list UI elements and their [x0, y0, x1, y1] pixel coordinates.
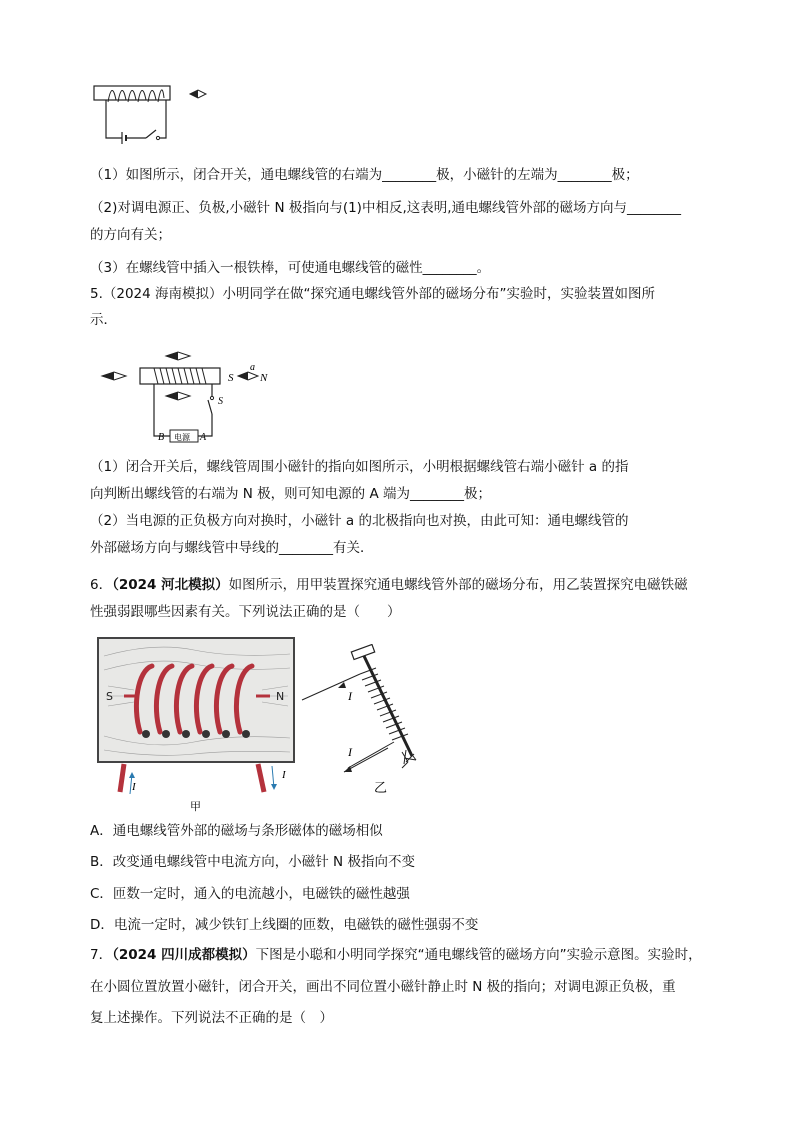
q6-fig-jia-label-s: S [106, 690, 113, 703]
q6-fig-jia-caption: 甲 [190, 800, 201, 813]
q5-solenoid-circuit-figure [96, 342, 296, 448]
q6-text-a: 如图所示，用甲装置探究通电螺线管外部的磁场分布，用乙装置探究电磁铁磁 [228, 577, 688, 593]
q5-part2-line2: 外部磁场方向与螺线管中导线的________有关． [90, 540, 374, 556]
q7-stem-line2: 在小圆位置放置小磁针，闭合开关，画出不同位置小磁针静止时 N 极的指向；对调电源正负极，重 [90, 979, 676, 995]
q4-part1: （1）如图所示，闭合开关，通电螺线管的右端为________极，小磁针的左端为________极； [90, 167, 639, 183]
q6-option-d: D．电流一定时，减少铁钉上线圈的匝数，电磁铁的磁性强弱不变 [90, 917, 479, 933]
q6-source: （2024 河北模拟） [112, 577, 229, 593]
q5-fig-label-switch: S [218, 396, 223, 407]
q6-figure-yi-nail-electromagnet [298, 644, 438, 796]
q5-fig-label-n-right: N [260, 372, 268, 384]
q6-option-c: C．匝数一定时，通入的电流越小，电磁铁的磁性越强 [90, 886, 410, 902]
q7-number: 7． [90, 947, 113, 963]
q6-fig-jia-label-i-right: I [282, 769, 286, 781]
q6-fig-yi-caption: 乙 [374, 781, 388, 796]
q6-fig-jia-label-n: N [276, 690, 285, 703]
q5-fig-label-b: B [158, 432, 165, 443]
q6-fig-yi-label-i-top: I [348, 689, 352, 703]
q6-fig-jia-label-i-left: I [132, 781, 136, 793]
q5-fig-label-a-pole: A [200, 432, 207, 443]
q7-text-a: 下图是小聪和小明同学探究“通电螺线管的磁场方向”实验示意图。实验时， [255, 947, 702, 963]
q6-fig-yi-label-i-bottom: I [348, 745, 352, 759]
q5-part2-line1: （2）当电源的正负极方向对换时，小磁针 a 的北极指向也对换，由此可知：通电螺线管的 [90, 513, 629, 529]
q5-part1-line2: 向判断出螺线管的右端为 N 极，则可知电源的 A 端为________极； [90, 486, 491, 502]
q6-number: 6． [90, 577, 113, 593]
q5-fig-label-s-left: S [228, 372, 234, 384]
q5-stem-line2: 示． [90, 312, 117, 328]
q5-stem-line1: 5.（2024 海南模拟）小明同学在做“探究通电螺线管外部的磁场分布”实验时，实验装置如图所 [90, 286, 656, 302]
q6-stem-line2: 性强弱跟哪些因素有关。下列说法正确的是（ ） [90, 604, 401, 620]
q5-part1-line1: （1）闭合开关后，螺线管周围小磁针的指向如图所示，小明根据螺线管右端小磁针 a 的指 [90, 459, 629, 475]
q5-fig-label-source: 电源 [174, 433, 190, 442]
q6-option-a: A．通电螺线管外部的磁场与条形磁体的磁场相似 [90, 823, 383, 839]
q6-figure-jia-solenoid-filings [94, 636, 298, 816]
q5-fig-label-a: a [250, 362, 255, 373]
q7-source: （2024 四川成都模拟） [112, 947, 256, 963]
q4-part3: （3）在螺线管中插入一根铁棒，可使通电螺线管的磁性________。 [90, 260, 491, 276]
q7-stem-line3: 复上述操作。下列说法不正确的是（ ） [90, 1010, 333, 1026]
compass-needle-icon [190, 90, 206, 98]
q7-stem-line1 [90, 946, 702, 964]
q6-stem-line1 [90, 576, 688, 594]
q4-part2-line1: （2)对调电源正、负极,小磁针 N 极指向与(1)中相反,这表明,通电螺线管外部的磁场方向与________ [90, 200, 682, 216]
solenoid-circuit-figure-top [90, 80, 230, 150]
q4-part2-line2: 的方向有关； [90, 227, 171, 243]
q6-option-b: B．改变通电螺线管中电流方向，小磁针 N 极指向不变 [90, 854, 415, 870]
